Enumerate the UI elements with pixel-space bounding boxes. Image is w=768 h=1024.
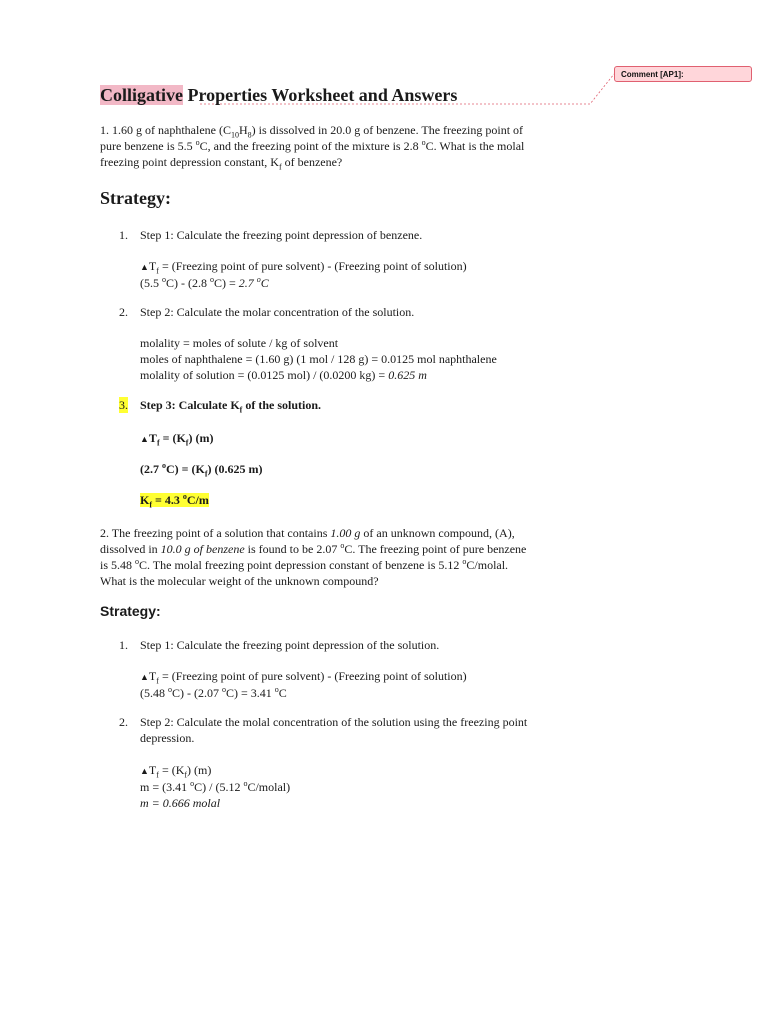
title-highlight: Colligative xyxy=(100,85,183,105)
delta-icon: ▲ xyxy=(140,434,149,444)
delta-icon: ▲ xyxy=(140,672,149,682)
q2-step-2-equations: $▲T_f = (K_f)$ (m) m = (3.41 $^o$C) / (5.12 $^o$C/molal) m = 0.666 molal xyxy=(140,763,291,810)
q2-step-2-text: Step 2: Calculate the molal concentration of the solution using the freezing point depression. xyxy=(140,715,528,745)
q2-step-1-equation: $▲T_f$ = (Freezing point of pure solvent) - (Freezing point of solution) (5.48 $^o$C) - (2.07 $^o$C) = 3.41 $^o$C xyxy=(140,669,467,700)
step-number-highlighted: 3. xyxy=(119,398,128,412)
step-2-text: Step 2: Calculate the molar concentration of the solution. xyxy=(140,305,415,319)
step-number: 2. xyxy=(119,715,128,729)
page-title: Colligative Properties Worksheet and Answers xyxy=(100,85,458,105)
delta-icon: ▲ xyxy=(140,766,149,776)
strategy-heading-2: Strategy: xyxy=(100,603,161,619)
q2-step-1-text: Step 1: Calculate the freezing point depression of the solution. xyxy=(140,638,440,652)
step-number: 1. xyxy=(119,228,128,242)
step-3-answer: $K_f = 4.3$ $^o$C/m xyxy=(140,492,209,510)
comment-balloon[interactable]: Comment [AP1]: xyxy=(614,66,752,82)
step-3-text: Step 3: Calculate $K_f$ of the solution. xyxy=(140,398,322,415)
step-2-equations: molality = moles of solute / kg of solvent moles of naphthalene = (1.60 g) (1 mol / 128 g) = 0.0125 mol naphthalene molality of solution = (0.0125 mol) / (0.0200 kg) = 0.625 m xyxy=(140,336,497,382)
strategy-heading-1: Strategy: xyxy=(100,188,171,208)
question-1: 1. 1.60 g of naphthalene $(C_{10}H_8)$ is dissolved in 20.0 g of benzene. The freezing point of pure benzene is 5.5 $^o$C, and the freezing point of the mixture is 2.8 $^o$C. What is the molal freezing point depression constant, $K_f$ of benzene? xyxy=(100,123,525,172)
step-1-text: Step 1: Calculate the freezing point depression of benzene. xyxy=(140,228,423,242)
question-2: 2. The freezing point of a solution that contains 1.00 g of an unknown compound, (A), dissolved in 10.0 g of benzene is found to be 2.07 $^o$C. The freezing point of pure benzene is 5.48 $^o$C. The molal freezing point depression constant of benzene is 5.12 $^o$C/molal. What is the molecular weight of the unknown compound? xyxy=(100,526,527,588)
delta-icon: ▲ xyxy=(140,262,149,272)
step-number: 1. xyxy=(119,638,128,652)
step-3-equation-1: $▲T_f = (K_f)$ (m) xyxy=(140,431,214,448)
step-number: 2. xyxy=(119,305,128,319)
step-3-equation-2: (2.7 $^oC) = (K_f)$ (0.625 m) xyxy=(140,461,263,479)
step-1-equation: $▲T_f$ = (Freezing point of pure solvent) - (Freezing point of solution) (5.5 $^o$C) - (2.8 $^o$C) = 2.7 $^o$C xyxy=(140,259,467,290)
